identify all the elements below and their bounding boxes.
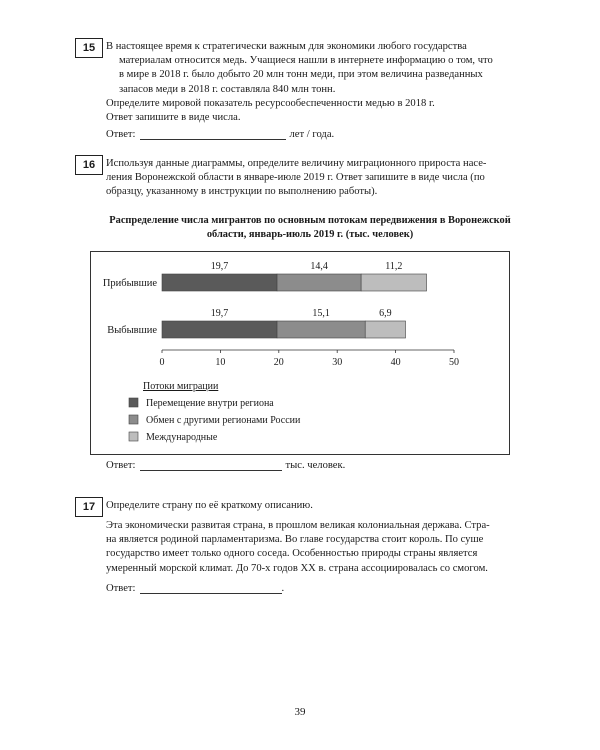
bar-segment [361,274,426,291]
category-label: Выбывшие [107,325,157,336]
x-tick-label: 40 [390,357,401,368]
chart-title: Распределение числа мигрантов по основным потокам передвижения в Воронежской области, январь-июль 2019 г. (тыс. человек) [109,215,511,240]
text-line: образцу, указанному в инструкции по выполнению работы). [106,186,378,198]
text-line: умеренный морской климат. До 70-х годов XX в. страна ассоциировалась со смогом. [106,562,488,574]
answer-field[interactable] [140,459,282,471]
legend-label: Перемещение внутри региона [146,398,274,409]
question-15-answer [106,128,334,140]
bar-segment [277,274,361,291]
question-17-answer [106,582,284,594]
answer-label: Ответ: [106,583,136,594]
question-17-text [106,519,516,576]
text-line: Определите мировой показатель ресурсообеспеченности медью в 2018 г. [106,97,435,109]
category-label: Прибывшие [102,278,157,289]
text-line: В настоящее время к стратегически важным для экономики любого государства [106,41,467,52]
question-16-answer [106,459,345,471]
question-16-text [106,157,516,200]
x-tick-label: 50 [449,357,459,368]
question-17-intro: Определите страну по её краткому описанию. [106,500,313,511]
bar-segment [365,321,405,338]
x-tick-label: 10 [215,357,226,368]
answer-field[interactable] [140,582,282,594]
data-label: 19,7 [210,308,229,319]
legend-title: Потоки миграции [143,381,219,392]
text-line: ления Воронежской области в январе-июле 2019 г. Ответ запишите в виде числа (по [106,172,485,184]
answer-unit: лет / года. [289,129,335,140]
bar-segment [162,321,277,338]
text-line: Ответ запишите в виде числа. [106,112,241,124]
question-16-number: 16 [75,155,103,175]
migration-chart [91,252,509,454]
legend-swatch [129,415,138,424]
answer-unit: тыс. человек. [285,460,346,471]
text-line: в мире в 2018 г. было добыто 20 млн тонн меди, при этом величина разведанных [119,69,483,81]
text-line: Используя данные диаграммы, определите величину миграционного прироста насе- [106,158,487,169]
bar-segment [277,321,365,338]
x-tick-label: 30 [332,357,343,368]
data-label: 14,4 [310,261,328,272]
text-line: Эта экономически развитая страна, в прошлом великая колониальная держава. Стра- [106,520,490,531]
answer-label: Ответ: [106,460,136,471]
text-line: на является родиной парламентаризма. Во главе государства стоит король. По суше [106,534,484,546]
answer-field[interactable] [140,128,286,140]
text-line: материалам относится медь. Учащиеся нашли в интернете информацию о том, что [119,55,493,67]
question-15-text [106,40,514,125]
data-label: 6,9 [379,308,392,319]
text-line: государство имеет только одного соседа. Особенностью природы страны является [106,548,478,560]
legend-label: Международные [146,432,218,443]
answer-label: Ответ: [106,129,136,140]
chart-frame [90,251,510,455]
legend-label: Обмен с другими регионами России [146,415,301,426]
question-15-number: 15 [75,38,103,58]
data-label: 19,7 [210,261,229,272]
text-line: запасов меди в 2018 г. составляла 840 млн тонн. [119,83,336,95]
question-17-number: 17 [75,497,103,517]
page-number: 39 [294,706,306,718]
x-tick-label: 0 [159,357,165,368]
x-tick-label: 20 [273,357,284,368]
legend-swatch [129,398,138,407]
data-label: 11,2 [385,261,403,272]
data-label: 15,1 [312,308,330,319]
bar-segment [162,274,277,291]
answer-unit: . [281,583,285,594]
legend-swatch [129,432,138,441]
